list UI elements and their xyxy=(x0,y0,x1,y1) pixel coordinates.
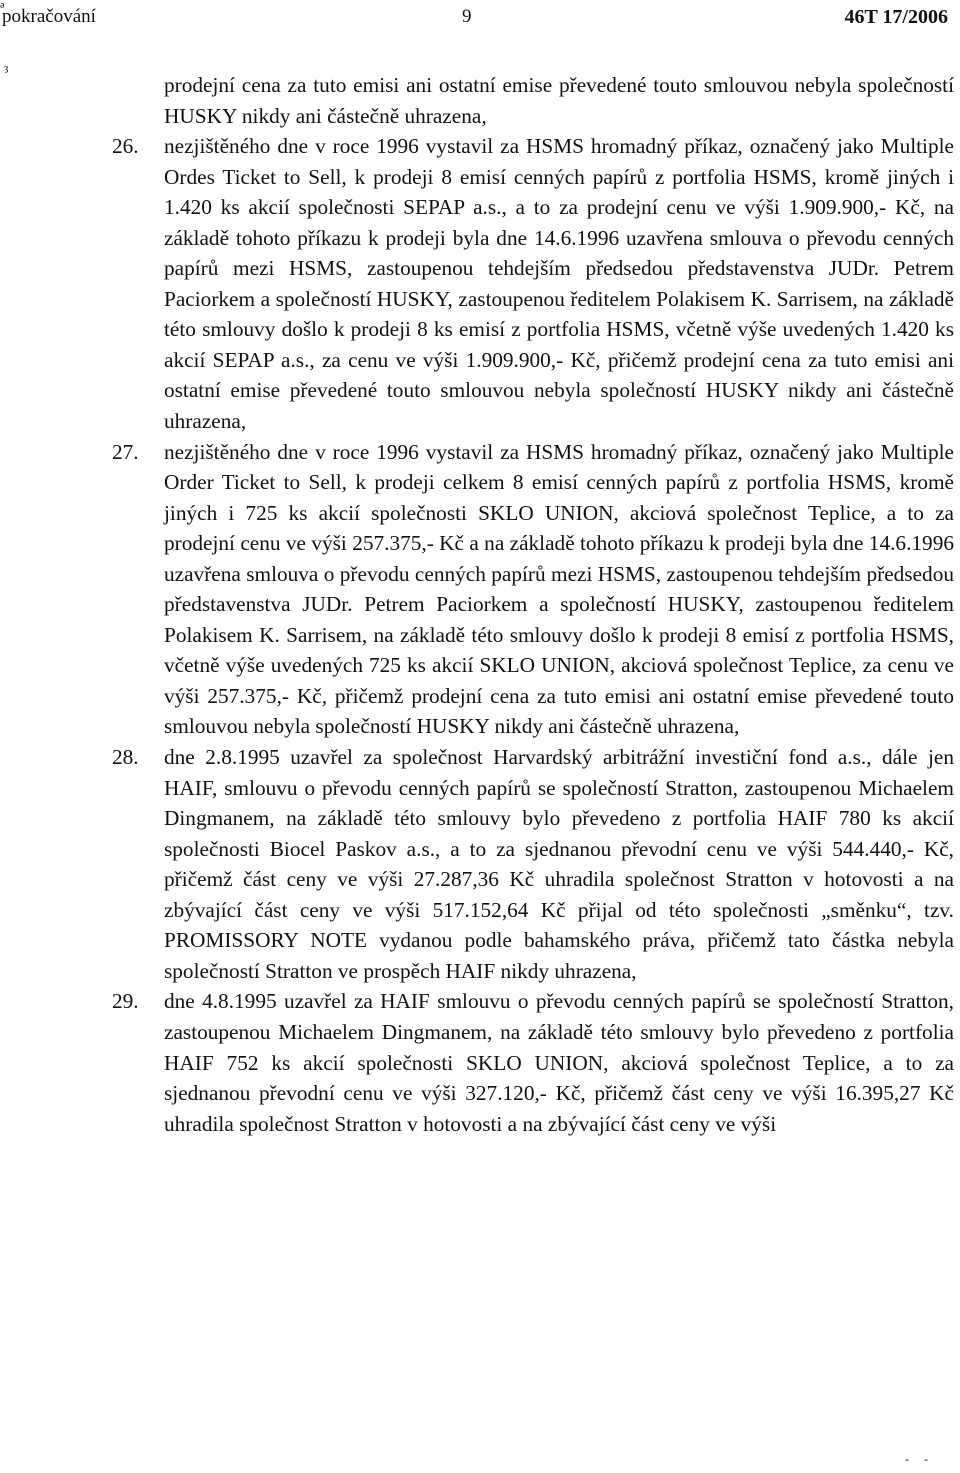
item-number: 28. xyxy=(112,745,139,770)
list-item xyxy=(112,742,954,986)
list-item xyxy=(112,437,954,742)
scan-mark-top: ǝ xyxy=(0,0,5,11)
header-continuation-label: pokračování xyxy=(2,6,96,27)
item-text: dne 4.8.1995 uzavřel za HAIF smlouvu o převodu cenných papírů se společností Stratton, zastoupenou Michaelem Dingmanem, na základě této smlouvy bylo převedeno z portfolia HAIF 752 ks akcií společnosti SKLO UNION, akciová společnost Teplice, a to za sjednanou převodní cenu ve výši 327.120,- Kč, přičemž část ceny ve výši 16.395,27 Kč uhradila společnost Stratton v hotovosti a na zbývající část ceny ve výši xyxy=(164,989,954,1136)
item-number: 26. xyxy=(112,134,139,159)
item-text: dne 2.8.1995 uzavřel za společnost Harvardský arbitrážní investiční fond a.s., dále jen HAIF, smlouvu o převodu cenných papírů se společností Stratton, zastoupenou Michaelem Dingmanem, na základě této smlouvy bylo převedeno z portfolia HAIF 780 ks akcií společnosti Biocel Paskov a.s., a to za sjednanou převodní cenu ve výši 544.440,- Kč, přičemž část ceny ve výši 27.287,36 Kč uhradila společnost Stratton v hotovosti a na zbývající část ceny ve výši 517.152,64 Kč přijal od této společnosti „směnku“, tzv. PROMISSORY NOTE vydanou podle bahamského práva, přičemž tato částka nebyla společností Stratton ve prospěch HAIF nikdy uhrazena, xyxy=(164,745,954,983)
document-body xyxy=(112,70,954,1139)
item-number: 27. xyxy=(112,439,139,464)
continued-paragraph: prodejní cena za tuto emisi ani ostatní emise převedené touto smlouvou nebyla společností HUSKY nikdy ani částečně uhrazena, xyxy=(164,73,954,128)
case-number: 46T 17/2006 xyxy=(844,6,948,28)
scan-mark-bottom: - - xyxy=(905,1452,934,1466)
page-header xyxy=(0,0,960,44)
item-text: nezjištěného dne v roce 1996 vystavil za HSMS hromadný příkaz, označený jako Multiple Ordes Ticket to Sell, k prodeji 8 emisí cenných papírů z portfolia HSMS, kromě jiných i 1.420 ks akcií společnosti SEPAP a.s., a to za prodejní cenu ve výši 1.909.900,- Kč, na základě tohoto příkazu k prodeji byla dne 14.6.1996 uzavřena smlouva o převodu cenných papírů mezi HSMS, zastoupenou tehdejším předsedou představenstva JUDr. Petrem Paciorkem a společností HUSKY, zastoupenou ředitelem Polakisem K. Sarrisem, na základě této smlouvy došlo k prodeji 8 ks emisí z portfolia HSMS, včetně výše uvedených 1.420 ks akcií SEPAP a.s., za cenu ve výši 1.909.900,- Kč, přičemž prodejní cena za tuto emisi ani ostatní emise převedené touto smlouvou nebyla společností HUSKY nikdy ani částečně uhrazena, xyxy=(164,134,954,434)
item-text: nezjištěného dne v roce 1996 vystavil za HSMS hromadný příkaz, označený jako Multiple Order Ticket to Sell, k prodeji celkem 8 emisí cenných papírů z portfolia HSMS, kromě jiných i 725 ks akcií společnosti SKLO UNION, akciová společnost Teplice, a to za prodejní cenu ve výši 257.375,- Kč a na základě tohoto příkazu k prodeji byla dne 14.6.1996 uzavřena smlouva o převodu cenných papírů mezi HSMS, zastoupenou tehdejším předsedou představenstva JUDr. Petrem Paciorkem a společností HUSKY, zastoupenou ředitelem Polakisem K. Sarrisem, na základě této smlouvy došlo k prodeji 8 emisí z portfolia HSMS, včetně výše uvedených 725 ks akcií SKLO UNION, akciová společnost Teplice, za cenu ve výši 257.375,- Kč, přičemž prodejní cena za tuto emisi ani ostatní emise převedené touto smlouvou nebyla společností HUSKY nikdy ani částečně uhrazena, xyxy=(164,439,954,739)
scan-mark-left: ȝ xyxy=(4,62,9,74)
item-number: 29. xyxy=(112,989,139,1014)
page-number: 9 xyxy=(462,6,472,27)
list-item xyxy=(112,131,954,436)
list-item xyxy=(112,986,954,1139)
